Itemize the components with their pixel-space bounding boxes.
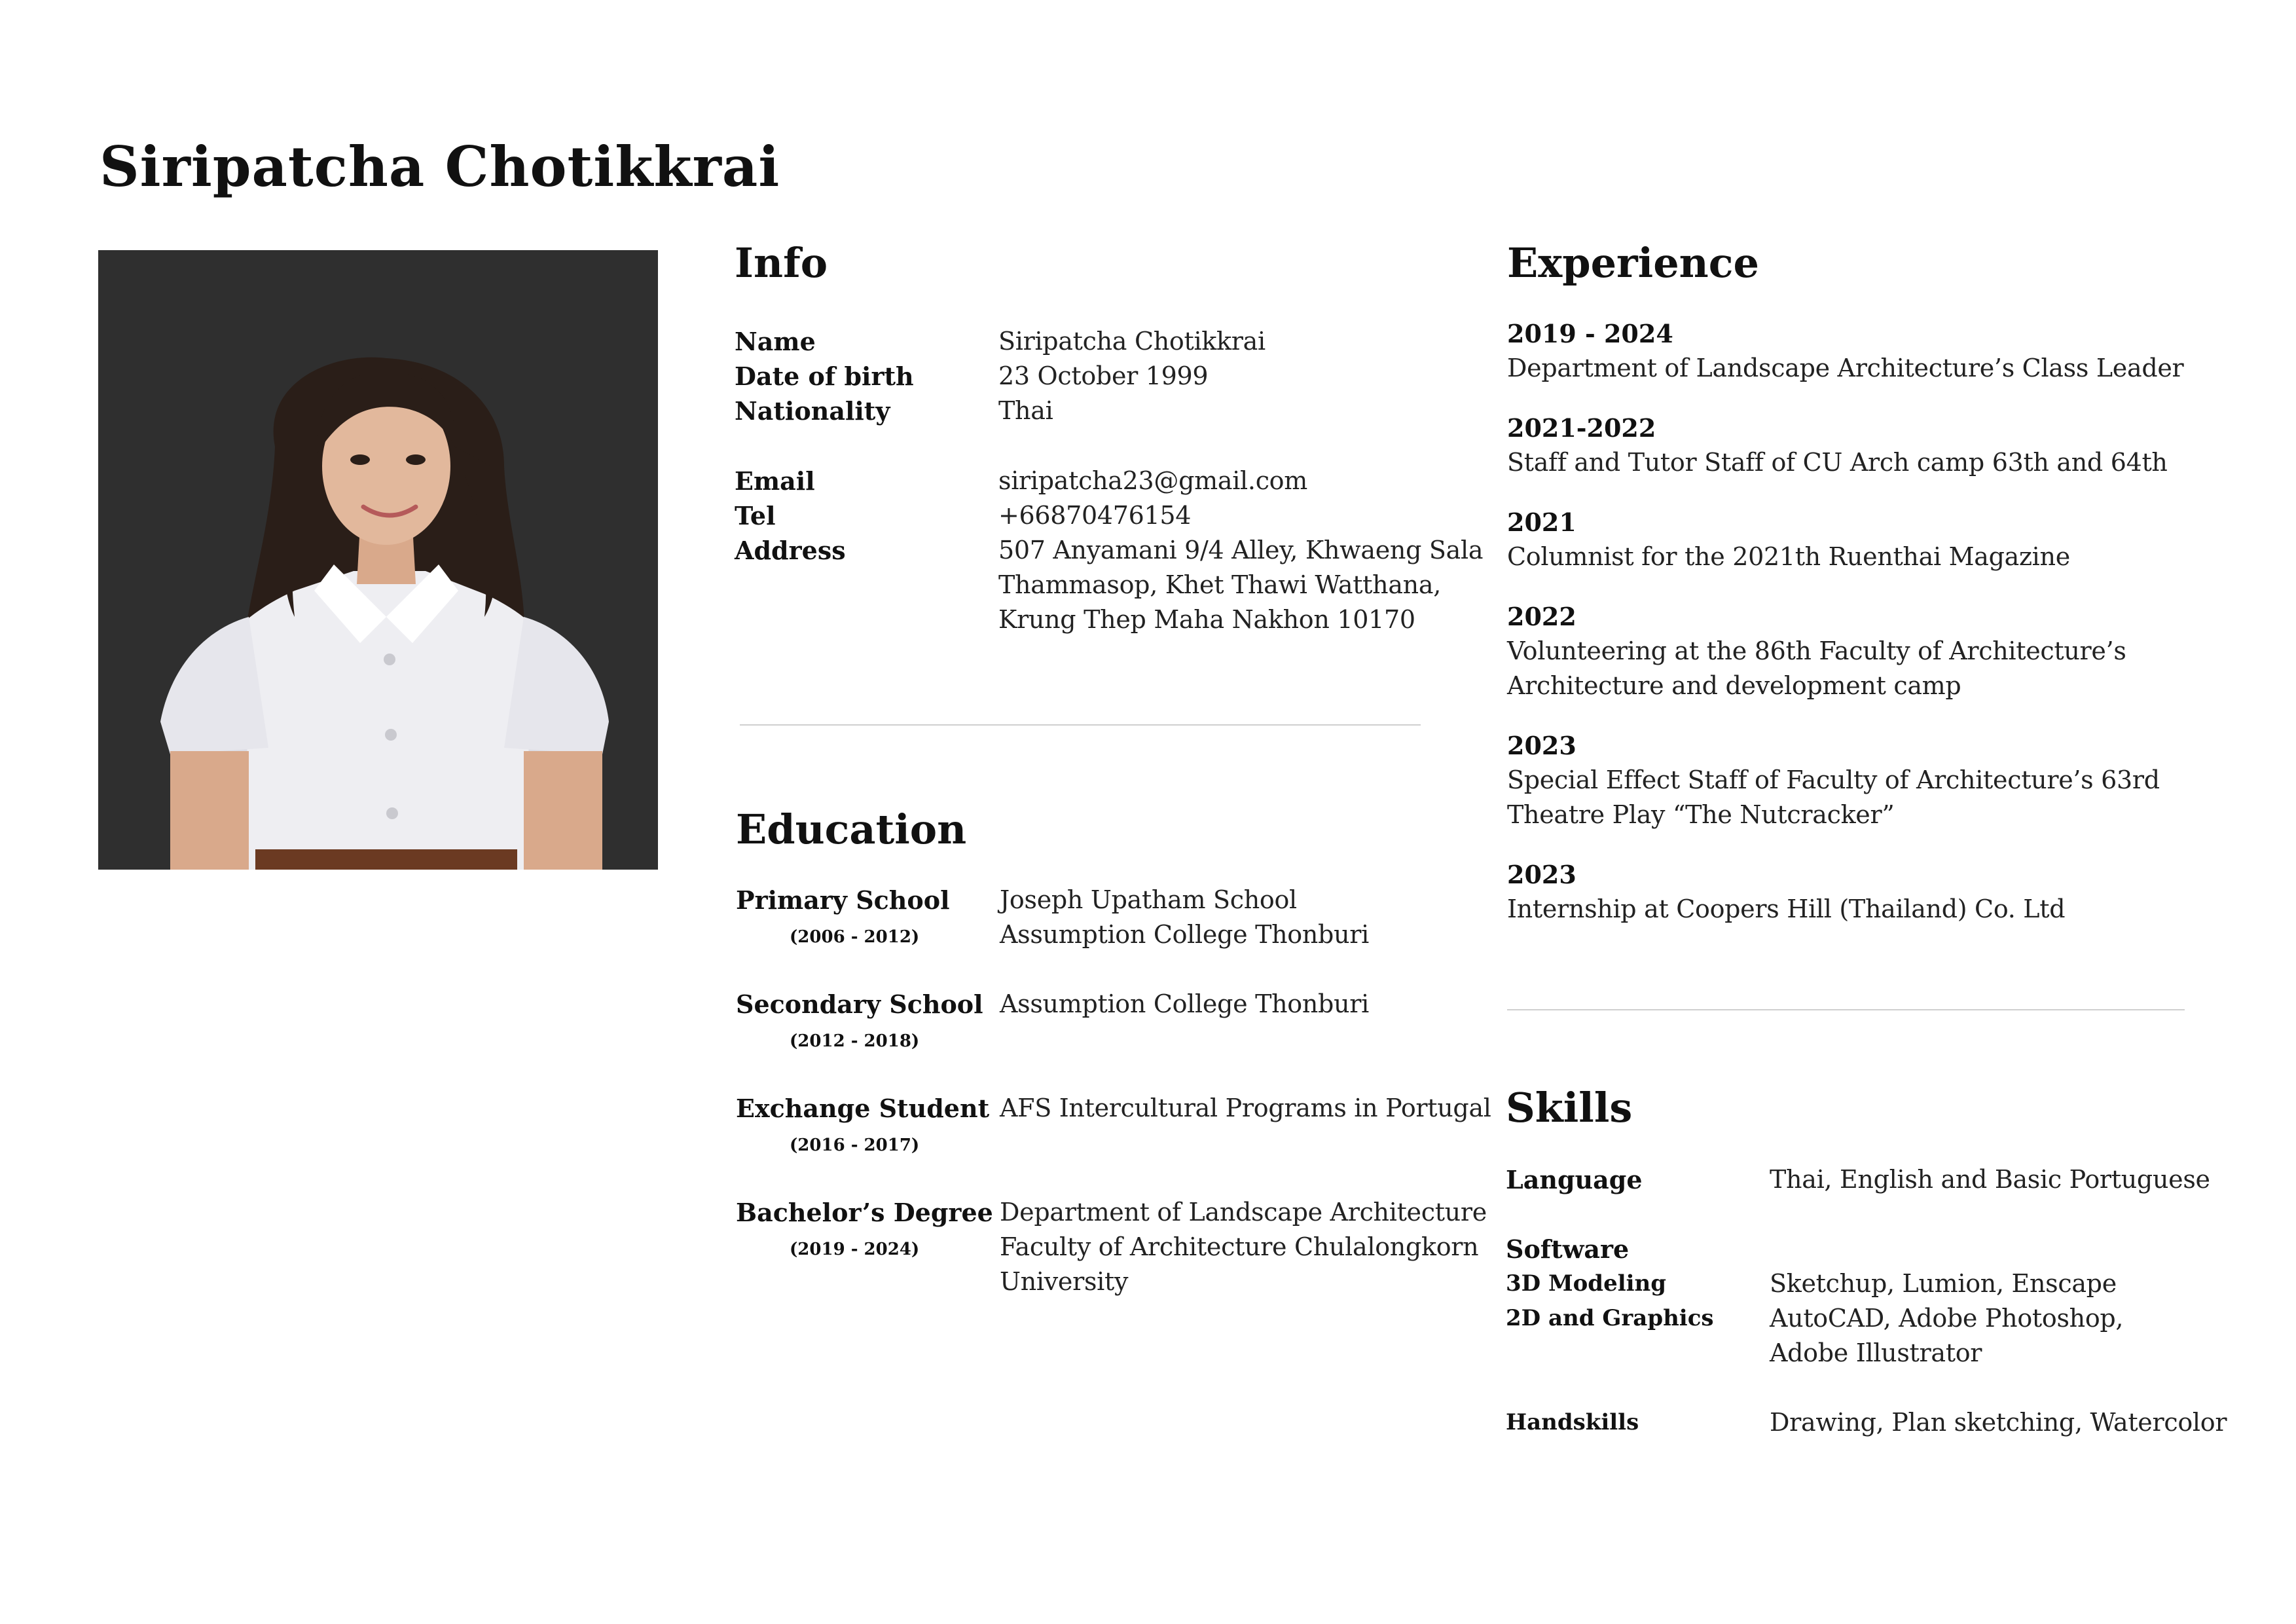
info-row-email — [735, 464, 1455, 498]
experience-line: Internship at Coopers Hill (Thailand) Co. Ltd — [1507, 895, 2066, 923]
education-heading: Education — [736, 805, 967, 853]
info-label: Tel — [735, 501, 776, 530]
address-line: 507 Anyamani 9/4 Alley, Khwaeng Sala — [998, 536, 1484, 564]
info-row-nationality — [735, 394, 1455, 428]
skills-value: Thai, English and Basic Portuguese — [1770, 1165, 2210, 1194]
info-label: Name — [735, 327, 816, 356]
education-label: Bachelor’s Degree — [736, 1198, 993, 1227]
experience-year: 2022 — [1507, 602, 1576, 631]
experience-item — [1507, 728, 2260, 832]
education-line: Assumption College Thonburi — [1000, 920, 1369, 949]
education-line: Department of Landscape Architecture — [1000, 1198, 1487, 1227]
education-label: Secondary School — [736, 989, 983, 1019]
skills-sublabel: Handskills — [1506, 1409, 1639, 1435]
education-line: Assumption College Thonburi — [1000, 989, 1369, 1018]
experience-line: Staff and Tutor Staff of CU Arch camp 63th and 64th — [1507, 448, 2168, 477]
skills-sublabel: 2D and Graphics — [1506, 1305, 1714, 1331]
info-value: Siripatcha Chotikkrai — [998, 327, 1266, 356]
skills-row-2d — [1506, 1301, 2259, 1371]
education-label: Exchange Student — [736, 1094, 990, 1123]
info-label: Address — [735, 536, 846, 565]
skills-label: Software — [1506, 1234, 1630, 1264]
experience-heading: Experience — [1507, 239, 1759, 287]
address-value — [998, 533, 1483, 637]
education-line: Faculty of Architecture Chulalongkorn — [1000, 1232, 1479, 1261]
email-value[interactable]: siripatcha23@gmail.com — [998, 466, 1307, 495]
experience-item — [1507, 316, 2260, 386]
skills-value: AutoCAD, Adobe Photoshop, — [1770, 1304, 2124, 1333]
experience-item — [1507, 857, 2260, 927]
experience-year: 2021 — [1507, 507, 1576, 537]
page-title: Siripatcha Chotikkrai — [100, 134, 780, 199]
info-row-name — [735, 324, 1455, 359]
divider — [1507, 1009, 2185, 1010]
info-row-address — [735, 533, 1484, 637]
experience-list — [1507, 316, 2260, 951]
education-years: (2019 - 2024) — [790, 1240, 920, 1259]
skills-row-software — [1506, 1232, 2259, 1266]
education-years: (2006 - 2012) — [790, 927, 920, 947]
info-label: Email — [735, 466, 815, 496]
skills-row-language — [1506, 1162, 2259, 1197]
skills-list — [1506, 1162, 2259, 1440]
info-contact — [735, 464, 1484, 637]
info-label: Nationality — [735, 396, 890, 426]
experience-line: Theatre Play “The Nutcracker” — [1507, 800, 1895, 829]
info-personal — [735, 324, 1455, 428]
experience-line: Department of Landscape Architecture’s Class Leader — [1507, 354, 2184, 382]
portrait-photo — [98, 250, 658, 870]
skills-value: Drawing, Plan sketching, Watercolor — [1770, 1408, 2227, 1437]
experience-item — [1507, 411, 2260, 480]
experience-line: Architecture and development camp — [1507, 671, 1961, 700]
info-value: Thai — [998, 396, 1053, 425]
skills-value: Adobe Illustrator — [1770, 1338, 1982, 1367]
experience-item — [1507, 599, 2260, 703]
skills-row-3d — [1506, 1266, 2259, 1301]
experience-line: Columnist for the 2021th Ruenthai Magazine — [1507, 542, 2070, 571]
address-line: Krung Thep Maha Nakhon 10170 — [998, 605, 1415, 634]
education-years: (2016 - 2017) — [790, 1135, 920, 1155]
experience-year: 2019 - 2024 — [1507, 319, 1673, 348]
education-line: AFS Intercultural Programs in Portugal — [1000, 1094, 1491, 1122]
education-list — [736, 883, 1491, 1315]
experience-item — [1507, 505, 2260, 574]
skills-heading: Skills — [1506, 1084, 1633, 1132]
experience-line: Volunteering at the 86th Faculty of Architecture’s — [1507, 637, 2126, 665]
info-label: Date of birth — [735, 361, 914, 391]
experience-year: 2021-2022 — [1507, 413, 1656, 443]
tel-value[interactable]: +66870476154 — [998, 501, 1192, 530]
skills-row-handskills — [1506, 1405, 2259, 1440]
experience-year: 2023 — [1507, 731, 1576, 760]
experience-year: 2023 — [1507, 860, 1576, 889]
address-line: Thammasop, Khet Thawi Watthana, — [998, 570, 1441, 599]
divider — [740, 724, 1421, 726]
skills-label: Language — [1506, 1165, 1643, 1194]
skills-value: Sketchup, Lumion, Enscape — [1770, 1269, 2117, 1298]
skills-sublabel: 3D Modeling — [1506, 1270, 1667, 1297]
education-line: University — [1000, 1267, 1129, 1296]
info-row-dob — [735, 359, 1455, 394]
info-row-tel — [735, 498, 1455, 533]
education-years: (2012 - 2018) — [790, 1031, 920, 1051]
education-label: Primary School — [736, 885, 950, 915]
info-value: 23 October 1999 — [998, 361, 1209, 390]
experience-line: Special Effect Staff of Faculty of Architecture’s 63rd — [1507, 766, 2160, 794]
education-line: Joseph Upatham School — [1000, 885, 1297, 914]
info-heading: Info — [735, 239, 828, 287]
